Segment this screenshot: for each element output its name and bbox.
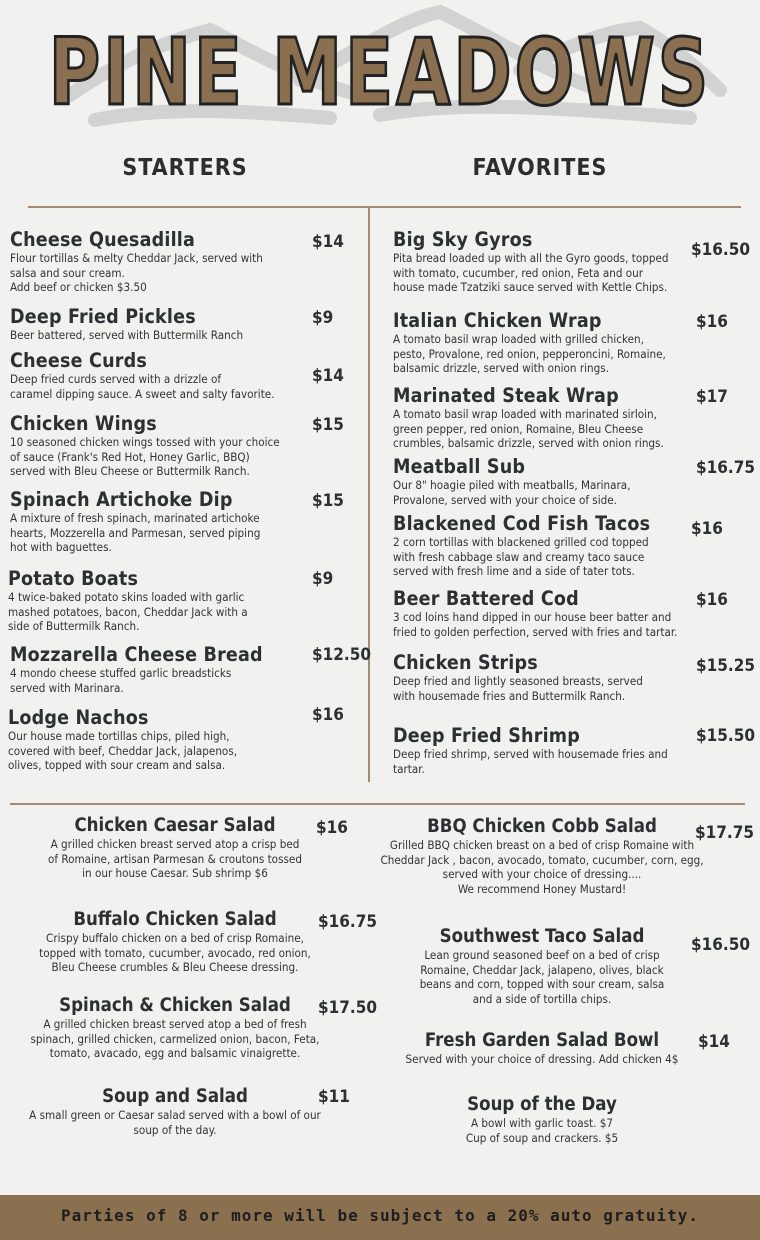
item-name: Mozzarella Cheese Bread <box>10 643 263 666</box>
item-name: Italian Chicken Wrap <box>393 309 602 332</box>
item-price: $15 <box>312 415 344 435</box>
salad-name: Fresh Garden Salad Bowl <box>424 1030 660 1051</box>
item-price: $9 <box>312 569 334 589</box>
salad-name: Buffalo Chicken Salad <box>73 909 277 930</box>
item-price: $16 <box>691 519 723 539</box>
menu-item <box>10 413 280 479</box>
item-price: $15.25 <box>696 656 756 676</box>
salad-item <box>5 995 345 1061</box>
salad-name: Southwest Taco Salad <box>439 926 645 947</box>
salad-name: Spinach & Chicken Salad <box>59 995 291 1016</box>
salad-description: A grilled chicken breast served atop a crisp bed of Romaine, artisan Parmesan & croutons tossed in our house Caesar. Sub shrimp $6 <box>48 837 302 880</box>
item-name: Potato Boats <box>8 567 139 590</box>
menu-item <box>393 513 650 579</box>
salad-name: Chicken Caesar Salad <box>74 815 276 836</box>
item-name: Cheese Quesadilla <box>10 228 196 251</box>
salad-item <box>362 1094 722 1145</box>
item-price: $15.50 <box>696 726 756 746</box>
item-description: Pita bread loaded up with all the Gyro goods, topped with tomato, cucumber, red onion, Feta and our house made Tzatziki sauce served with Kettle Chips. <box>393 251 669 294</box>
item-name: Beer Battered Cod <box>393 587 579 610</box>
item-description: 4 mondo cheese stuffed garlic breadsticks served with Marinara. <box>10 666 232 695</box>
salad-description: Crispy buffalo chicken on a bed of crisp Romaine, topped with tomato, cucumber, avocado, red onion, Bleu Cheese crumbles & Bleu Cheese dressing. <box>39 931 311 974</box>
menu-item <box>393 652 643 703</box>
salad-name: Soup and Salad <box>102 1086 248 1107</box>
salad-price: $16 <box>316 818 348 838</box>
item-name: Meatball Sub <box>393 455 526 478</box>
salad-price: $14 <box>698 1032 730 1052</box>
salad-price: $17.75 <box>695 823 755 843</box>
salad-divider <box>10 803 745 805</box>
item-name: Chicken Strips <box>393 651 538 674</box>
salad-price: $11 <box>318 1087 350 1107</box>
item-name: Deep Fried Shrimp <box>393 724 581 747</box>
item-description: A tomato basil wrap loaded with marinated sirloin, green pepper, red onion, Romaine, Bleu Cheese crumbles, balsamic drizzle, served with onion rings. <box>393 407 664 450</box>
top-divider <box>28 206 741 208</box>
salad-description: Lean ground seasoned beef on a bed of crisp Romaine, Cheddar Jack, jalapeno, olives, black beans and corn, topped with sour cream, salsa and a side of tortilla chips. <box>419 948 665 1006</box>
menu-item <box>10 229 263 295</box>
favorites-heading: FAVORITES <box>472 155 608 181</box>
item-name: Blackened Cod Fish Tacos <box>393 512 651 535</box>
salad-item <box>362 1030 722 1067</box>
item-name: Lodge Nachos <box>8 706 149 729</box>
item-description: A mixture of fresh spinach, marinated artichoke hearts, Mozzerella and Parmesan, served piping hot with baguettes. <box>10 511 261 554</box>
menu-item <box>10 644 263 695</box>
menu-item <box>393 310 666 376</box>
item-description: A tomato basil wrap loaded with grilled chicken, pesto, Provalone, red onion, pepperoncini, Romaine, balsamic drizzle, served with onion rings. <box>393 332 666 375</box>
item-price: $14 <box>312 366 344 386</box>
item-description: Deep fried curds served with a drizzle of caramel dipping sauce. A sweet and salty favorite. <box>10 372 275 401</box>
item-description: Our house made tortillas chips, piled high, covered with beef, Cheddar Jack, jalapenos, olives, topped with sour cream and salsa. <box>8 729 238 772</box>
item-price: $16 <box>696 312 728 332</box>
salad-item <box>362 926 722 1006</box>
salad-item <box>362 816 722 896</box>
menu-item <box>10 350 275 401</box>
item-price: $17 <box>696 387 728 407</box>
salad-description: A small green or Caesar salad served with a bowl of our soup of the day. <box>29 1108 321 1137</box>
item-description: Beer battered, served with Buttermilk Ranch <box>10 328 244 342</box>
item-price: $9 <box>312 308 334 328</box>
salad-description: A grilled chicken breast served atop a bed of fresh spinach, grilled chicken, carmelized onion, bacon, Feta, tomato, avacado, egg and balsamic vinaigrette. <box>30 1017 320 1060</box>
salad-item <box>5 815 345 881</box>
item-description: Deep fried and lightly seasoned breasts, served with housemade fries and Buttermilk Ranch. <box>393 674 643 703</box>
item-price: $16.50 <box>691 240 751 260</box>
item-description: 2 corn tortillas with blackened grilled cod topped with fresh cabbage slaw and creamy taco sauce served with fresh lime and a side of tater tots. <box>393 535 649 578</box>
menu-item <box>393 385 664 451</box>
salad-name: Soup of the Day <box>467 1094 617 1115</box>
salad-description: Served with your choice of dressing. Add chicken 4$ <box>405 1052 679 1066</box>
item-description: Our 8" hoagie piled with meatballs, Marinara, Provalone, served with your choice of side. <box>393 478 631 507</box>
salad-price: $16.50 <box>691 935 751 955</box>
item-name: Marinated Steak Wrap <box>393 384 619 407</box>
menu-item <box>8 568 248 634</box>
salad-price: $16.75 <box>318 912 378 932</box>
salad-name: BBQ Chicken Cobb Salad <box>427 816 657 837</box>
salad-description: A bowl with garlic toast. $7 Cup of soup and crackers. $5 <box>465 1116 619 1145</box>
item-price: $16.75 <box>696 458 756 478</box>
salad-description: Grilled BBQ chicken breast on a bed of crisp Romaine with Cheddar Jack , bacon, avocado, tomato, cucumber, corn, egg, served with your choice of dressing.... We recommend Honey Mustard! <box>380 838 704 896</box>
starters-heading: STARTERS <box>122 155 248 181</box>
item-price: $15 <box>312 491 344 511</box>
item-name: Spinach Artichoke Dip <box>10 488 233 511</box>
item-description: 3 cod loins hand dipped in our house beer batter and fried to golden perfection, served with fries and tartar. <box>393 610 678 639</box>
item-description: 10 seasoned chicken wings tossed with your choice of sauce (Frank's Red Hot, Honey Garlic, BBQ) served with Bleu Cheese or Buttermilk Ranch. <box>10 435 280 478</box>
menu-item <box>10 306 243 343</box>
item-name: Chicken Wings <box>10 412 157 435</box>
salad-item <box>5 1086 345 1137</box>
item-description: Deep fried shrimp, served with housemade fries and tartar. <box>393 747 668 776</box>
item-description: 4 twice-baked potato skins loaded with garlic mashed potatoes, bacon, Cheddar Jack with a side of Buttermilk Ranch. <box>8 590 248 633</box>
salad-price: $17.50 <box>318 998 378 1018</box>
menu-item <box>393 588 677 639</box>
restaurant-title: PINE MEADOWS <box>48 20 712 127</box>
gratuity-notice: Parties of 8 or more will be subject to a 20% auto gratuity. <box>0 1195 760 1240</box>
item-price: $14 <box>312 232 344 252</box>
item-description: Flour tortillas & melty Cheddar Jack, served with salsa and sour cream. Add beef or chicken $3.50 <box>10 251 263 294</box>
menu-item <box>393 456 631 507</box>
menu-item <box>393 725 668 776</box>
salad-item <box>5 909 345 975</box>
menu-item <box>393 229 669 295</box>
column-divider <box>368 208 370 782</box>
menu-item <box>8 707 237 773</box>
menu-item <box>10 489 260 555</box>
item-price: $16 <box>312 705 344 725</box>
item-price: $12.50 <box>312 645 372 665</box>
item-name: Big Sky Gyros <box>393 228 533 251</box>
item-price: $16 <box>696 590 728 610</box>
item-name: Deep Fried Pickles <box>10 305 196 328</box>
item-name: Cheese Curds <box>10 349 148 372</box>
